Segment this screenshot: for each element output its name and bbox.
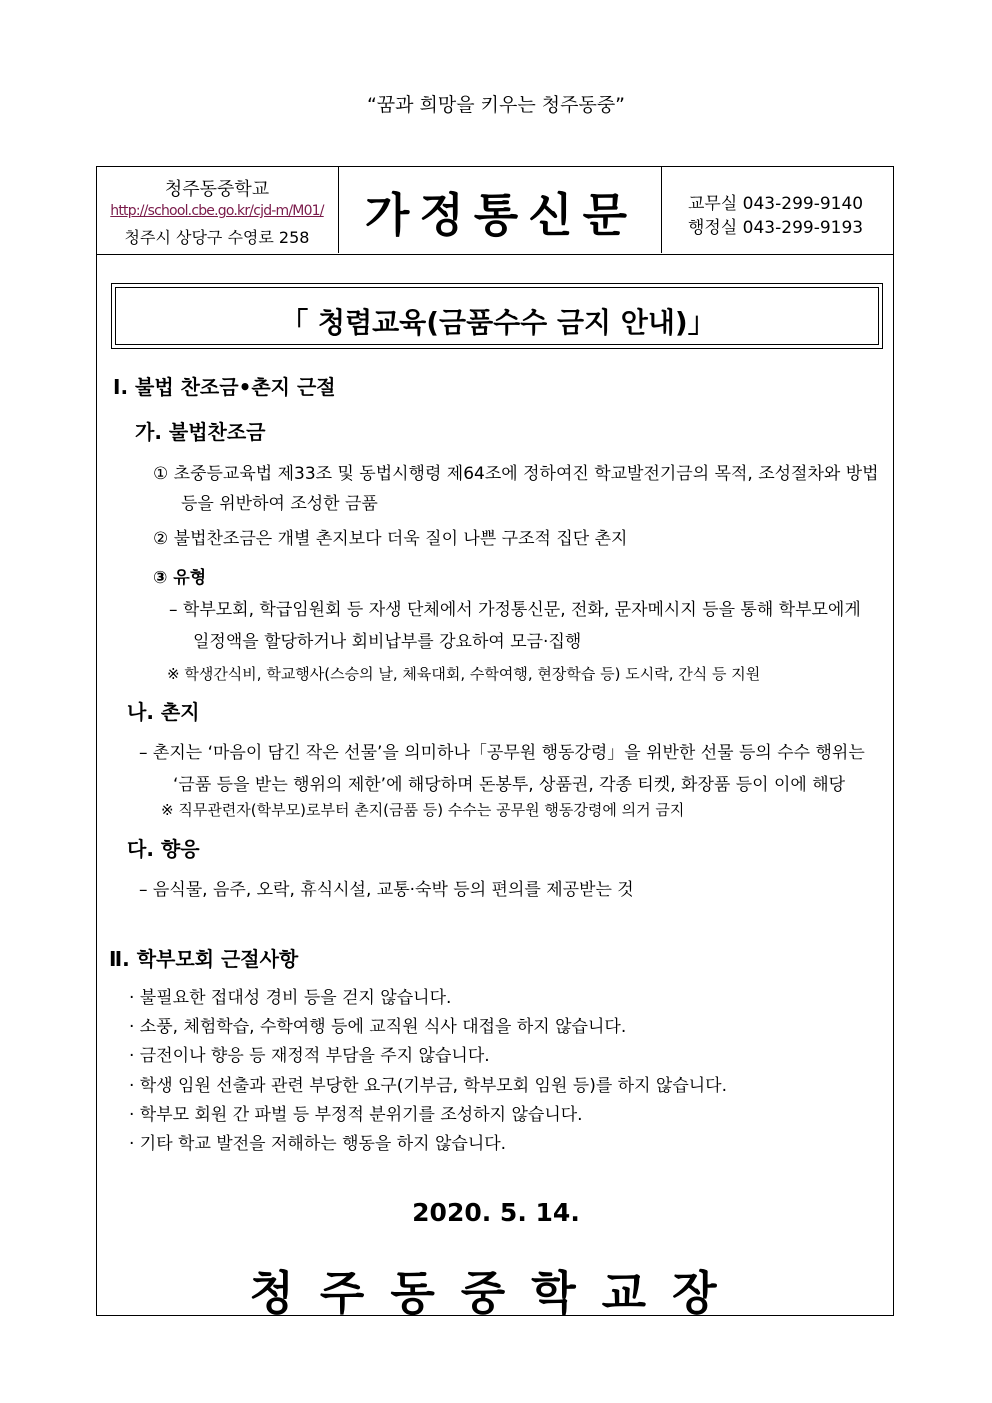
admin-phone: 행정실 043-299-9193 — [688, 218, 864, 238]
slogan: “꿈과 희망을 키우는 청주동중” — [366, 94, 626, 116]
newsletter-header — [97, 167, 893, 255]
section2-item: · 학생 임원 선출과 관련 부당한 요구(기부금, 학부모회 임원 등)를 하지 않습니다. — [129, 1076, 727, 1096]
subject-title: 「 청렴교육(금품수수 금지 안내)」 — [280, 306, 716, 339]
ga-item1-line1: ① 초중등교육법 제33조 및 동법시행령 제64조에 정하여진 학교발전기금의 목적, 조성절차와 방법 — [153, 464, 879, 484]
section2-item: · 불필요한 접대성 경비 등을 걷지 않습니다. — [129, 988, 452, 1008]
na-line1: – 촌지는 ‘마음이 담긴 작은 선물’을 의미하나「공무원 행동강령」을 위반한 선물 등의 수수 행위는 — [139, 743, 865, 763]
contact-cell — [661, 167, 893, 253]
school-url-link[interactable]: http://school.cbe.go.kr/cjd-m/M01/ — [110, 203, 324, 219]
section1-da-title: 다. 향응 — [127, 837, 200, 861]
section2-item: · 소풍, 체험학습, 수학여행 등에 교직원 식사 대접을 하지 않습니다. — [129, 1017, 627, 1037]
ga-item3-line2: 일정액을 할당하거나 회비납부를 강요하여 모금·집행 — [193, 632, 582, 652]
school-info-cell — [97, 167, 339, 253]
office-phone: 교무실 043-299-9140 — [688, 194, 864, 214]
newsletter-title: 가정통신문 — [364, 188, 638, 242]
newsletter-frame — [96, 166, 894, 1320]
ga-item3-line1: – 학부모회, 학급임원회 등 자생 단체에서 가정통신문, 전화, 문자메시지 등을 통해 학부모에게 — [169, 600, 861, 620]
section2-item: · 금전이나 향응 등 재정적 부담을 주지 않습니다. — [129, 1046, 490, 1066]
signer-principal: 청주동중학교장 — [249, 1266, 743, 1320]
school-address: 청주시 상당구 수영로 258 — [124, 228, 310, 247]
ga-item3-note: ※ 학생간식비, 학교행사(스승의 날, 체육대회, 수학여행, 현장학습 등) 도시락, 간식 등 지원 — [167, 665, 761, 683]
subject-inner-border — [115, 287, 879, 345]
section2-item: · 학부모 회원 간 파벌 등 부정적 분위기를 조성하지 않습니다. — [129, 1105, 583, 1125]
issue-date: 2020. 5. 14. — [412, 1198, 580, 1227]
section1-na-title: 나. 촌지 — [127, 700, 200, 724]
na-note: ※ 직무관련자(학부모)로부터 촌지(금품 등) 수수는 공무원 행동강령에 의거 금지 — [161, 801, 685, 819]
ga-item3: ③ 유형 — [153, 568, 207, 588]
section1-ga-title: 가. 불법찬조금 — [135, 420, 266, 444]
section2-item: · 기타 학교 발전을 저해하는 행동을 하지 않습니다. — [129, 1134, 507, 1154]
ga-item2: ② 불법찬조금은 개별 촌지보다 더욱 질이 나쁜 구조적 집단 촌지 — [153, 529, 628, 549]
section2-title: Ⅱ. 학부모회 근절사항 — [109, 947, 299, 971]
ga-item1-line2: 등을 위반하여 조성한 금품 — [181, 494, 378, 514]
school-name: 청주동중학교 — [164, 179, 270, 200]
subject-box — [111, 283, 883, 349]
da-line1: – 음식물, 음주, 오락, 휴식시설, 교통·숙박 등의 편의를 제공받는 것 — [139, 880, 634, 900]
section1-title: Ⅰ. 불법 찬조금•촌지 근절 — [113, 375, 336, 399]
na-line2: ‘금품 등을 받는 행위의 제한’에 해당하며 돈봉투, 상품권, 각종 티켓, 화장품 등이 이에 해당 — [173, 775, 846, 795]
